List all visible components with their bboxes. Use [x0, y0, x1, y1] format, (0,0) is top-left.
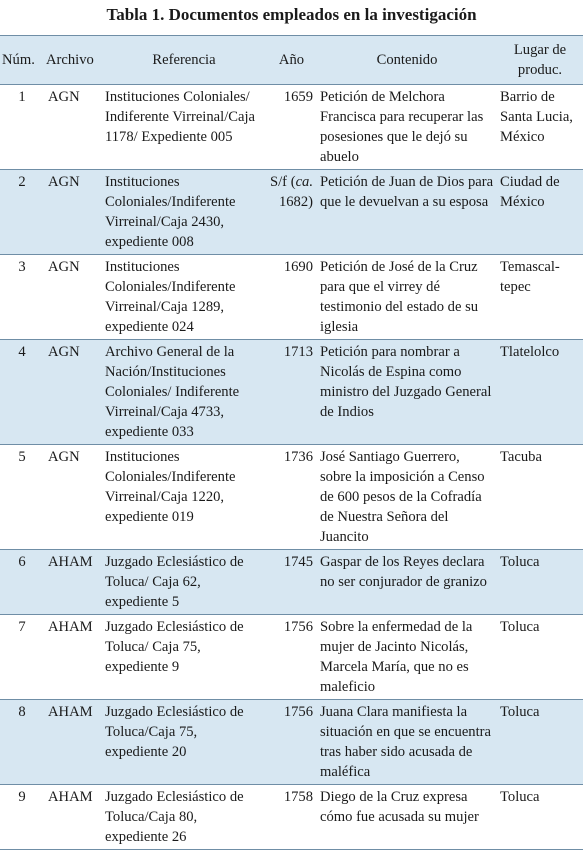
- table-row: [0, 340, 583, 445]
- cell-archivo: AGN: [44, 255, 102, 340]
- table-row: [0, 170, 583, 255]
- table-row: [0, 85, 583, 170]
- header-referencia: Referencia: [102, 36, 266, 85]
- header-archivo: Archivo: [44, 36, 102, 85]
- header-row: [0, 36, 583, 85]
- header-anio: Año: [266, 36, 317, 85]
- cell-num: 1: [0, 85, 44, 170]
- cell-num: 3: [0, 255, 44, 340]
- cell-anio: 1758: [266, 785, 317, 850]
- cell-archivo: AGN: [44, 85, 102, 170]
- cell-contenido: Juana Clara manifiesta la situación en que se encuentra tras haber sido acusada de maléfica: [317, 700, 497, 785]
- cell-anio: 1736: [266, 445, 317, 550]
- table-row: [0, 785, 583, 850]
- cell-referencia: Juzgado Eclesiástico de Toluca/ Caja 75, expediente 9: [102, 615, 266, 700]
- cell-anio: 1713: [266, 340, 317, 445]
- cell-archivo: AHAM: [44, 615, 102, 700]
- cell-num: 5: [0, 445, 44, 550]
- cell-num: 7: [0, 615, 44, 700]
- cell-anio: 1756: [266, 615, 317, 700]
- cell-referencia: Juzgado Eclesiástico de Toluca/Caja 80, expediente 26: [102, 785, 266, 850]
- cell-lugar: Toluca: [497, 550, 583, 615]
- cell-lugar: Ciudad de México: [497, 170, 583, 255]
- header-lugar: Lugar de produc.: [497, 36, 583, 85]
- cell-contenido: Petición para nombrar a Nicolás de Espina como ministro del Juzgado General de Indios: [317, 340, 497, 445]
- cell-anio: 1745: [266, 550, 317, 615]
- cell-referencia: Instituciones Coloniales/Indiferente Virreinal/Caja 2430, expediente 008: [102, 170, 266, 255]
- cell-num: 6: [0, 550, 44, 615]
- cell-lugar: Toluca: [497, 700, 583, 785]
- cell-archivo: AGN: [44, 445, 102, 550]
- cell-referencia: Juzgado Eclesiástico de Toluca/Caja 75, expediente 20: [102, 700, 266, 785]
- header-contenido: Contenido: [317, 36, 497, 85]
- table-row: [0, 255, 583, 340]
- cell-lugar: Tacuba: [497, 445, 583, 550]
- cell-num: 8: [0, 700, 44, 785]
- cell-archivo: AHAM: [44, 785, 102, 850]
- cell-referencia: Instituciones Coloniales/Indiferente Virreinal/Caja 1289, expediente 024: [102, 255, 266, 340]
- cell-num: 4: [0, 340, 44, 445]
- cell-num: 2: [0, 170, 44, 255]
- cell-referencia: Instituciones Coloniales/Indiferente Virreinal/Caja 1220, expediente 019: [102, 445, 266, 550]
- cell-contenido: Gaspar de los Reyes declara no ser conjurador de granizo: [317, 550, 497, 615]
- cell-contenido: Sobre la enfermedad de la mujer de Jacinto Nicolás, Marcela María, que no es maleficio: [317, 615, 497, 700]
- table-title: Tabla 1. Documentos empleados en la investigación: [106, 5, 477, 24]
- cell-archivo: AHAM: [44, 700, 102, 785]
- cell-lugar: Temascal-tepec: [497, 255, 583, 340]
- cell-lugar: Tlatelolco: [497, 340, 583, 445]
- cell-archivo: AGN: [44, 170, 102, 255]
- cell-anio: 1659: [266, 85, 317, 170]
- cell-lugar: Barrio de Santa Lucia, México: [497, 85, 583, 170]
- cell-referencia: Instituciones Coloniales/ Indiferente Virreinal/Caja 1178/ Expediente 005: [102, 85, 266, 170]
- cell-lugar: Toluca: [497, 615, 583, 700]
- table-row: [0, 615, 583, 700]
- table-row: [0, 700, 583, 785]
- table-row: [0, 550, 583, 615]
- anio-circa: ca.: [295, 174, 313, 190]
- documents-table: [0, 35, 583, 850]
- table-row: [0, 445, 583, 550]
- cell-contenido: José Santiago Guerrero, sobre la imposición a Censo de 600 pesos de la Cofradía de Nuestra Señora del Juancito: [317, 445, 497, 550]
- cell-contenido: Diego de la Cruz expresa cómo fue acusada su mujer: [317, 785, 497, 850]
- cell-num: 9: [0, 785, 44, 850]
- cell-contenido: Petición de Melchora Francisca para recuperar las posesiones que le dejó su abuelo: [317, 85, 497, 170]
- header-num: Núm.: [0, 36, 44, 85]
- cell-referencia: Juzgado Eclesiástico de Toluca/ Caja 62, expediente 5: [102, 550, 266, 615]
- cell-lugar: Toluca: [497, 785, 583, 850]
- cell-referencia: Archivo General de la Nación/Instituciones Coloniales/ Indiferente Virreinal/Caja 4733, expediente 033: [102, 340, 266, 445]
- cell-archivo: AGN: [44, 340, 102, 445]
- cell-contenido: Petición de José de la Cruz para que el virrey dé testimonio del estado de su iglesia: [317, 255, 497, 340]
- cell-archivo: AHAM: [44, 550, 102, 615]
- anio-prefix: S/f (: [270, 174, 296, 190]
- cell-anio: 1690: [266, 255, 317, 340]
- cell-anio: 1756: [266, 700, 317, 785]
- cell-contenido: Petición de Juan de Dios para que le devuelvan a su esposa: [317, 170, 497, 255]
- anio-suffix: 1682): [278, 194, 313, 210]
- cell-anio: [266, 170, 317, 255]
